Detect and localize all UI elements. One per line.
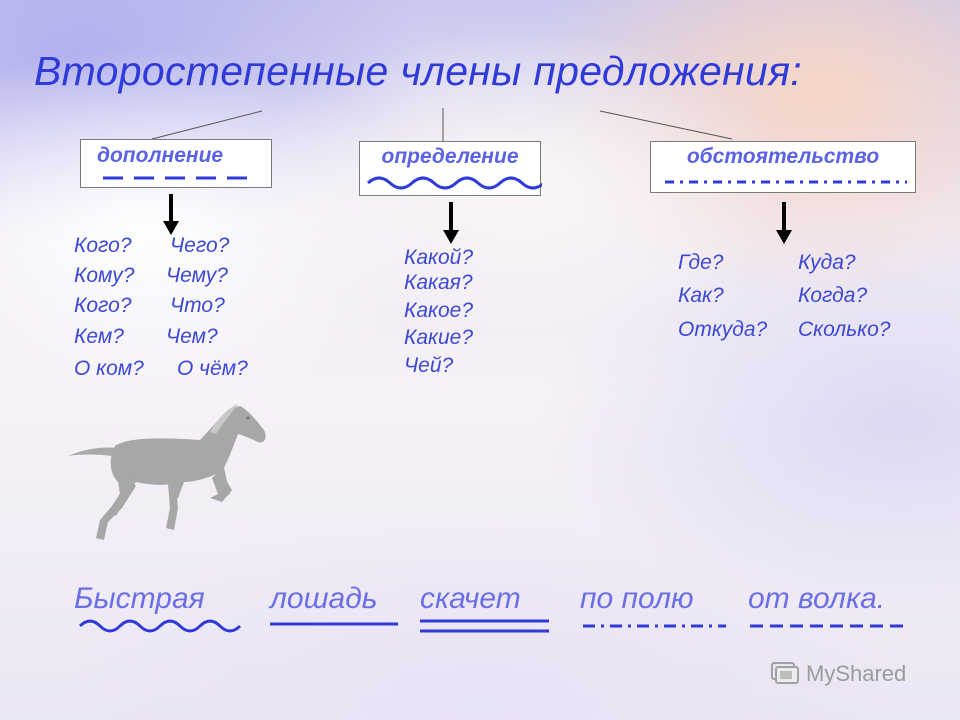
question-circumstance-4: Когда? xyxy=(798,284,868,307)
question-attribute-1: Какой? xyxy=(404,246,474,269)
question-addition-1: Кого? xyxy=(74,234,132,257)
connector-line-right xyxy=(600,111,732,139)
question-attribute-2: Какая? xyxy=(404,271,473,294)
box-addition xyxy=(80,139,272,188)
wavy-underline-icon xyxy=(360,142,542,197)
box-attribute xyxy=(359,141,541,196)
sentence-phrase-po-polyu: по полю xyxy=(580,582,694,615)
page-title: Второстепенные члены предложения: xyxy=(34,48,802,94)
sentence-word-bystraya: Быстрая xyxy=(74,582,205,615)
underline-wavy-bystraya xyxy=(80,621,240,631)
arrow-down-icon xyxy=(163,194,179,235)
dashdot-underline-icon xyxy=(651,142,917,194)
question-addition-2: Чего? xyxy=(170,234,230,257)
question-addition-9: О ком? xyxy=(74,357,144,380)
connector-line-left xyxy=(152,111,262,139)
question-attribute-3: Какое? xyxy=(404,299,474,322)
box-attribute-label: определение xyxy=(381,145,519,168)
question-addition-5: Кого? xyxy=(74,294,132,317)
question-addition-8: Чем? xyxy=(166,325,218,348)
question-attribute-4: Какие? xyxy=(404,326,474,349)
box-circumstance xyxy=(650,141,916,193)
question-addition-10: О чём? xyxy=(177,357,248,380)
question-addition-6: Что? xyxy=(170,294,225,317)
myshared-logo-icon xyxy=(770,660,804,686)
question-circumstance-6: Сколько? xyxy=(798,318,891,341)
dashed-underline-icon xyxy=(81,140,273,189)
box-addition-label: дополнение xyxy=(97,144,224,167)
question-addition-4: Чему? xyxy=(166,264,228,287)
watermark-text: MyShared xyxy=(806,661,907,686)
question-circumstance-5: Откуда? xyxy=(678,318,768,341)
question-circumstance-3: Как? xyxy=(678,284,724,307)
arrow-down-icon xyxy=(776,202,792,244)
box-circumstance-label: обстоятельство xyxy=(686,145,880,168)
question-circumstance-1: Где? xyxy=(678,251,724,274)
sentence-word-loshad: лошадь xyxy=(270,582,378,615)
question-attribute-5: Чей? xyxy=(404,354,454,377)
arrow-down-icon xyxy=(443,202,459,244)
sentence-phrase-ot-volka: от волка. xyxy=(748,582,886,615)
question-addition-7: Кем? xyxy=(74,325,124,348)
horse-icon xyxy=(60,398,280,558)
question-addition-3: Кому? xyxy=(74,264,135,287)
question-circumstance-2: Куда? xyxy=(798,251,856,274)
sentence-word-skachet: скачет xyxy=(420,582,521,615)
